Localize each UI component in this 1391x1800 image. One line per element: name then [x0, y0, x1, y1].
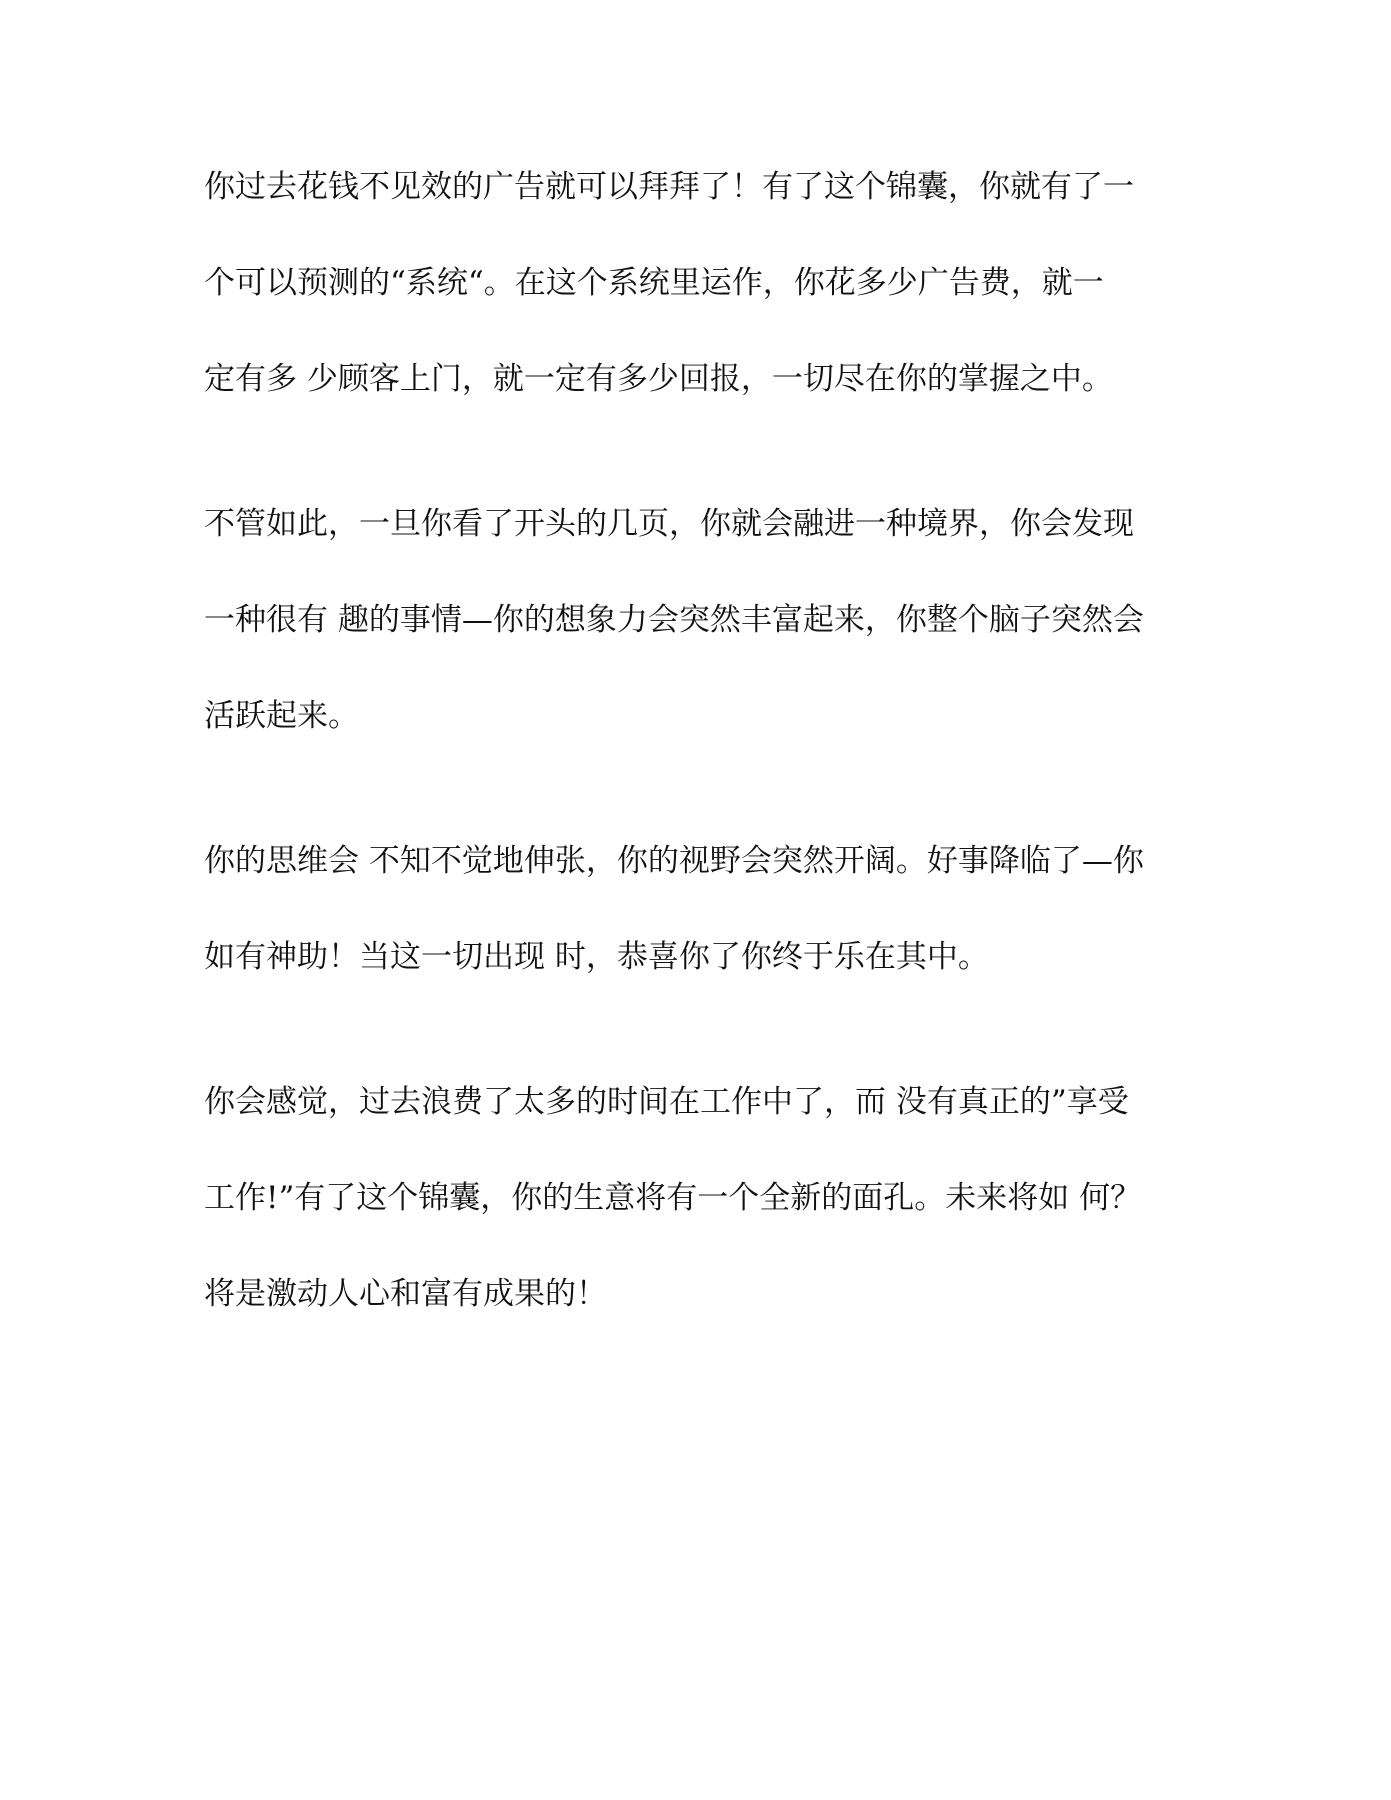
paragraph-1	[204, 163, 1204, 403]
paragraph-2	[204, 500, 1204, 740]
paragraph-4	[204, 1078, 1204, 1318]
text-line: 你过去花钱不见效的广告就可以拜拜了！有了这个锦囊，你就有了一	[204, 169, 1134, 205]
text-line: 个可以预测的“系统“。在这个系统里运作，你花多少广告费，就一	[204, 265, 1104, 301]
text-line: 工作!”有了这个锦囊，你的生意将有一个全新的面孔。未来将如 何？	[204, 1180, 1142, 1216]
paragraph-3	[204, 837, 1204, 981]
text-line: 如有神助！当这一切出现 时，恭喜你了你终于乐在其中。	[204, 939, 989, 975]
text-line: 你会感觉，过去浪费了太多的时间在工作中了，而 没有真正的”享受	[204, 1084, 1129, 1120]
text-line: 你的思维会 不知不觉地伸张，你的视野会突然开阔。好事降临了—你	[204, 843, 1144, 879]
text-line: 将是激动人心和富有成果的！	[204, 1276, 607, 1312]
text-line: 一种很有 趣的事情—你的想象力会突然丰富起来，你整个脑子突然会	[204, 602, 1144, 638]
document-body	[204, 163, 1204, 1415]
text-line: 不管如此，一旦你看了开头的几页，你就会融进一种境界，你会发现	[204, 506, 1134, 542]
text-line: 定有多 少顾客上门，就一定有多少回报，一切尽在你的掌握之中。	[204, 361, 1113, 397]
text-line: 活跃起来。	[204, 698, 359, 734]
